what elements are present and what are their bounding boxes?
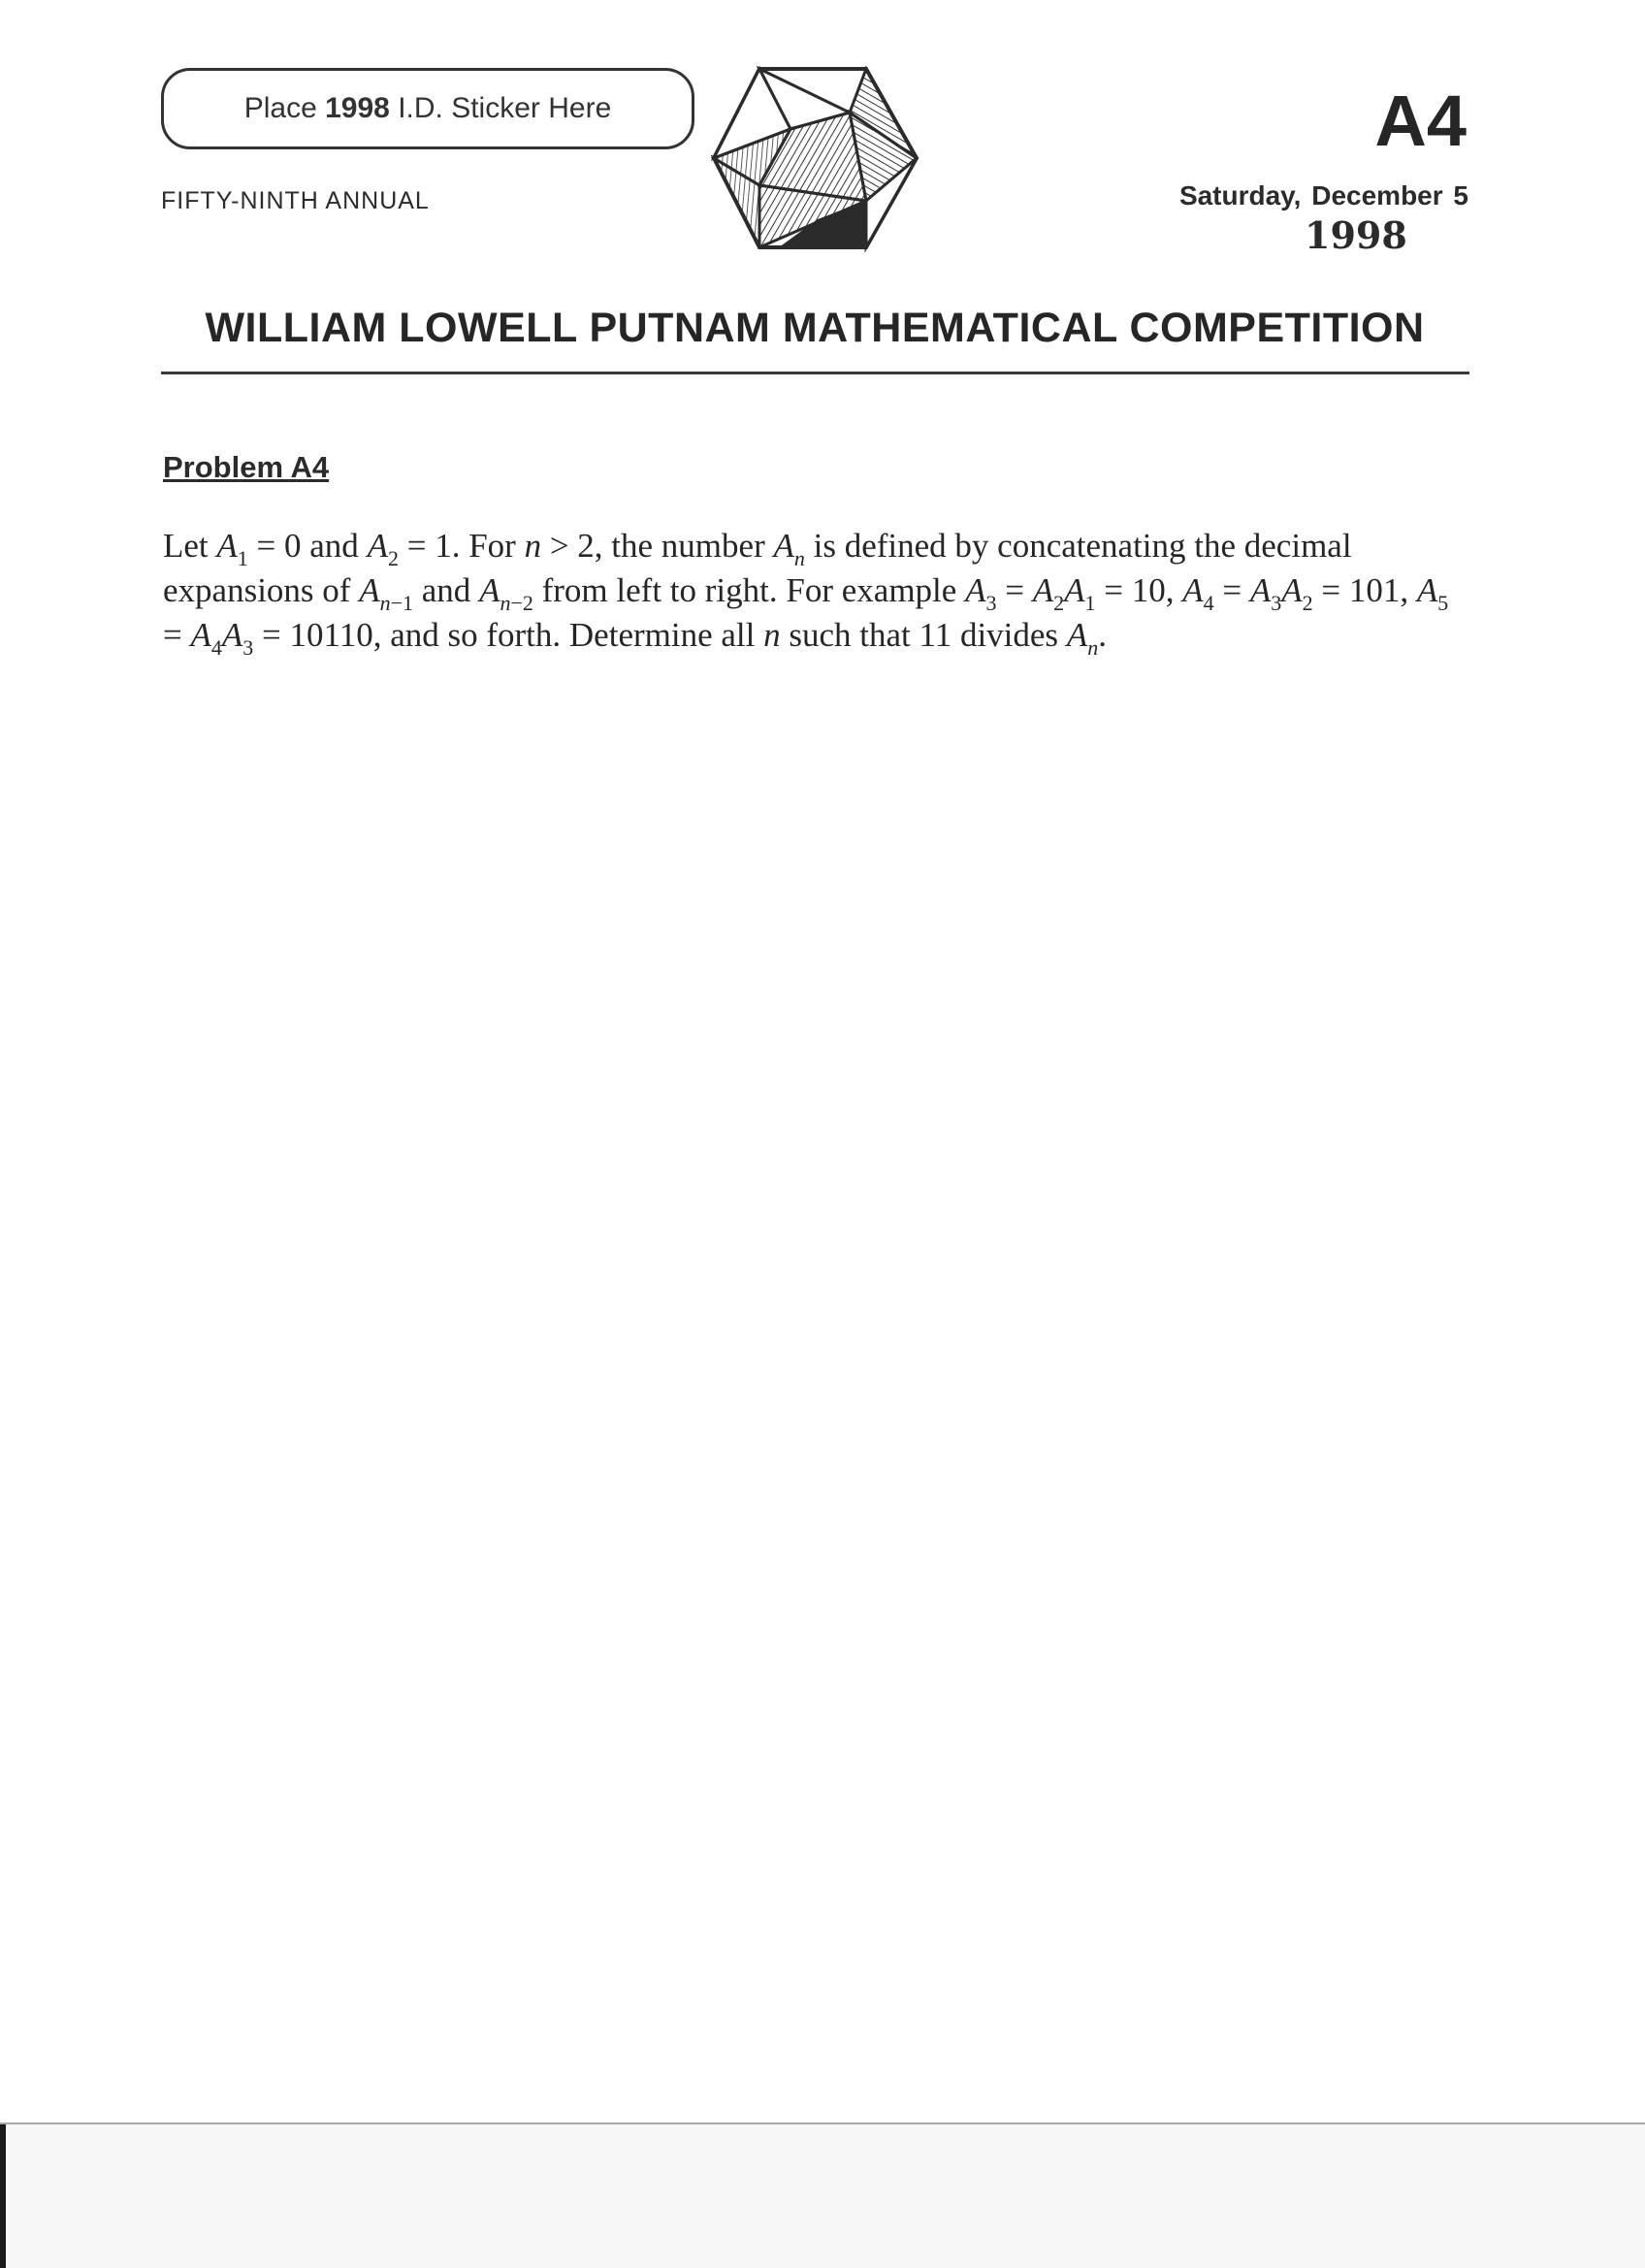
id-sticker-box [161, 68, 694, 149]
sticker-prefix: Place [243, 92, 317, 124]
exam-date: Saturday, December 5 [1178, 180, 1468, 211]
scan-edge-shadow [0, 2124, 6, 2268]
problem-statement: Let $A_1 = 0$ and $A_2 = 1$. For n > 2, the number $A_n$ is defined by concatenating the decimal expansions of $A_{n-1}$ and $A_{n-2}$ from left to right. For example $A_3 = A_2A_1 = 10$, $A_4 = A_3A_2 = 101$, $A_5 = A_4A_3 = 10110$, and so forth. Determine all n such that 11 divides $A_n$. [163, 527, 1449, 660]
competition-title: WILLIAM LOWELL PUTNAM MATHEMATICAL COMPETITION [205, 305, 1425, 351]
polyhedron-logo-icon [711, 64, 920, 252]
annual-label: FIFTY-NINTH ANNUAL [161, 187, 430, 214]
problem-code: A4 [1374, 81, 1467, 161]
problem-title: Problem A4 [163, 450, 330, 484]
sticker-year: 1998 [325, 92, 390, 124]
sticker-suffix: I.D. Sticker Here [398, 92, 612, 124]
exam-year: 1998 [1305, 213, 1407, 257]
scan-background [6, 2124, 1645, 2268]
header-divider [161, 372, 1469, 374]
